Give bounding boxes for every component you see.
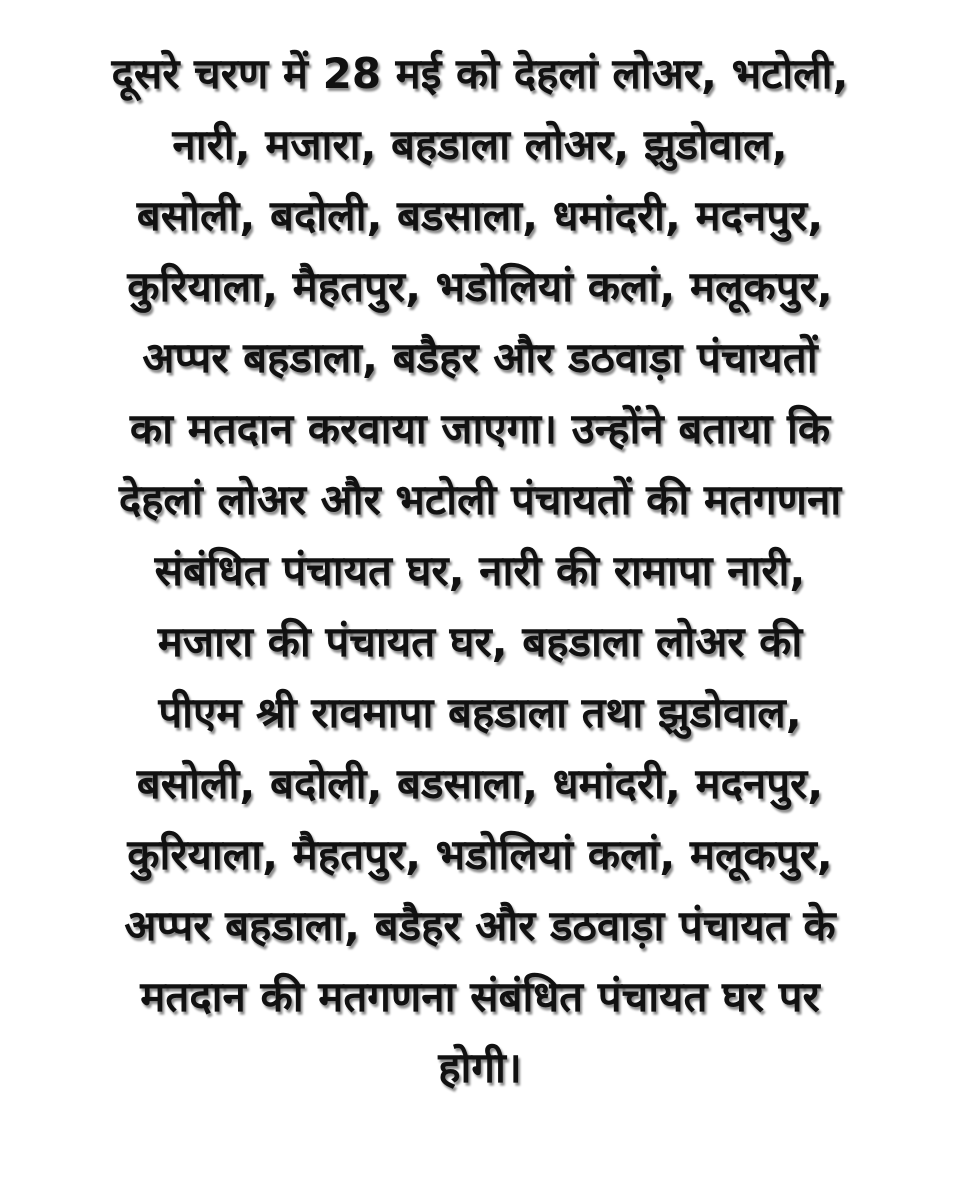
- text-line-4: कुरियाला, मैहतपुर, भडोलियां कलां, मलूकपुर,: [127, 262, 833, 311]
- text-line-8: संबंधित पंचायत घर, नारी की रामापा नारी,: [154, 546, 806, 595]
- text-line-6: का मतदान करवाया जाएगा। उन्होंने बताया कि: [129, 404, 831, 453]
- news-paragraph: [0, 38, 960, 1103]
- text-line-14: मतदान की मतगणना संबंधित पंचायत घर पर: [140, 972, 820, 1021]
- text-line-5: अप्पर बहडाला, बडैहर और डठवाड़ा पंचायतों: [142, 333, 818, 382]
- text-line-2: नारी, मजारा, बहडाला लोअर, झुडोवाल,: [172, 120, 788, 169]
- text-line-3: बसोली, बदोली, बडसाला, धमांदरी, मदनपुर,: [136, 191, 824, 240]
- text-line-10: पीएम श्री रावमापा बहडाला तथा झुडोवाल,: [158, 688, 802, 737]
- text-line-15: होगी।: [438, 1043, 522, 1092]
- text-line-9: मजारा की पंचायत घर, बहडाला लोअर की: [157, 617, 803, 666]
- text-line-7: देहलां लोअर और भटोली पंचायतों की मतगणना: [118, 475, 842, 524]
- text-line-11: बसोली, बदोली, बडसाला, धमांदरी, मदनपुर,: [136, 759, 824, 808]
- text-line-12: कुरियाला, मैहतपुर, भडोलियां कलां, मलूकपुर,: [127, 830, 833, 879]
- text-line-1: दूसरे चरण में 28 मई को देहलां लोअर, भटोली,: [111, 49, 849, 98]
- text-line-13: अप्पर बहडाला, बडैहर और डठवाड़ा पंचायत के: [124, 901, 836, 950]
